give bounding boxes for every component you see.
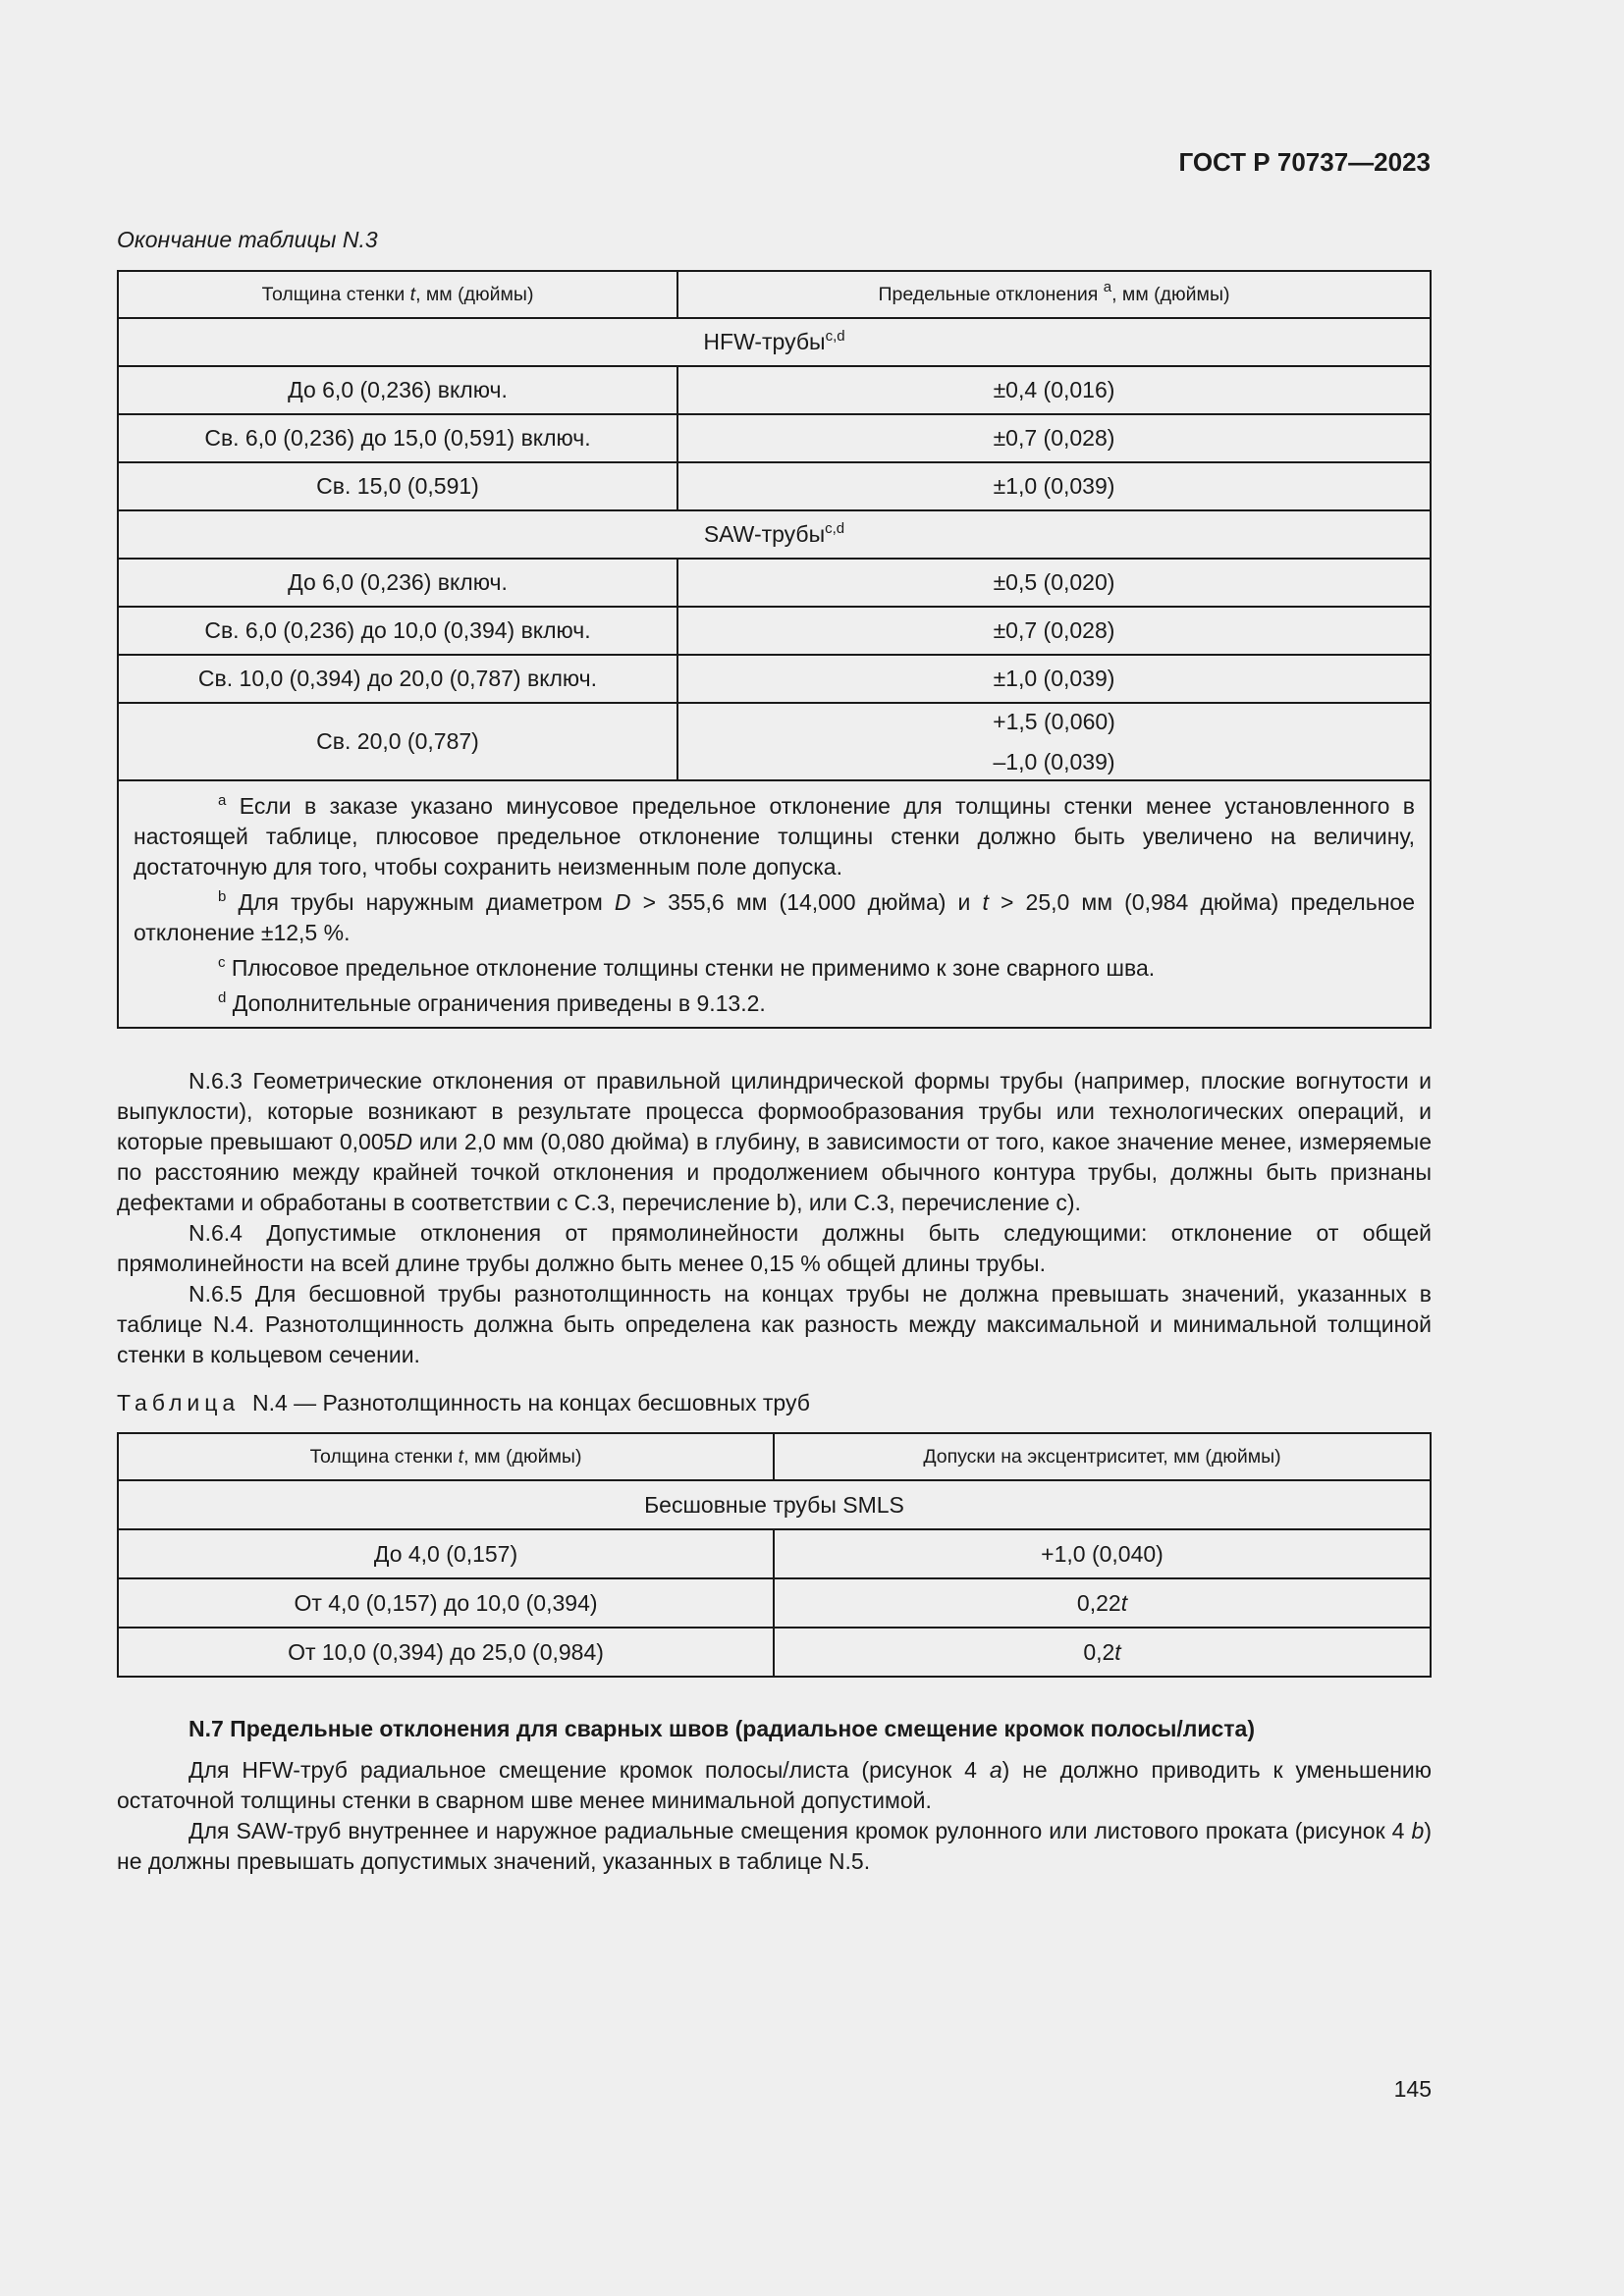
tolerance-cell: ±0,4 (0,016): [677, 366, 1431, 414]
section-n7-heading: N.7 Предельные отклонения для сварных швов (радиальное смещение кромок полосы/листа): [189, 1716, 1255, 1741]
paragraph-text: или 2,0 мм (0,080 дюйма) в глубину, в зависимости от того, какое значение менее, измеряемые по расстоянию между крайней точкой отклонения и продолжением обычного контура трубы, должны быть признаны дефектами и обработаны в соответствии с С.3, перечисление b), или С.3, перечисление с).: [117, 1129, 1433, 1215]
table-row: [118, 607, 1431, 655]
header-var: t: [409, 283, 416, 305]
tolerance-cell: ±0,7 (0,028): [677, 607, 1431, 655]
table-title-text: N.4 — Разнотолщинность на концах бесшовных труб: [240, 1390, 810, 1415]
table-row: [118, 703, 1431, 780]
tolerance-cell: [774, 1578, 1431, 1628]
footnote-text: Для трубы наружным диаметром: [226, 889, 615, 915]
page-number: 145: [1393, 2076, 1432, 2102]
tolerance-minus: –1,0 (0,039): [993, 748, 1115, 774]
footnote-mark: d: [218, 989, 227, 1006]
footnote-ref: c,d: [825, 520, 845, 537]
table-row: [118, 414, 1431, 462]
thickness-cell: До 4,0 (0,157): [118, 1529, 774, 1578]
section-row-saw: [118, 510, 1431, 559]
thickness-cell: Св. 15,0 (0,591): [118, 462, 677, 510]
paragraph-n64: N.6.4 Допустимые отклонения от прямолинейности должны быть следующими: отклонение от общей прямолинейности на всей длине трубы должно быть менее 0,15 % общей длины трубы.: [117, 1220, 1432, 1276]
footnote-mark: a: [218, 792, 227, 809]
thickness-cell: Св. 6,0 (0,236) до 10,0 (0,394) включ.: [118, 607, 677, 655]
footnote-ref: c,d: [825, 328, 845, 345]
paragraph-text: ) не должны превышать допустимых значений, указанных в таблице N.5.: [117, 1818, 1432, 1874]
standard-designation: ГОСТ Р 70737—2023: [1178, 147, 1431, 177]
table-header-row: [118, 271, 1431, 318]
table-word: Таблица: [117, 1390, 241, 1415]
tolerance-var: t: [1114, 1638, 1121, 1665]
tolerance-text: 0,2: [1083, 1638, 1115, 1665]
table-row: [118, 366, 1431, 414]
thickness-cell: До 6,0 (0,236) включ.: [118, 559, 677, 607]
tolerance-cell: ±0,5 (0,020): [677, 559, 1431, 607]
section-text: HFW-трубы: [703, 329, 826, 354]
header-text: Толщина стенки: [309, 1445, 459, 1468]
tolerance-cell: ±0,7 (0,028): [677, 414, 1431, 462]
table-n4: [117, 1432, 1432, 1678]
paragraph-text: Для SAW-труб внутреннее и наружное радиальные смещения кромок рулонного или листового проката (рисунок 4: [189, 1818, 1412, 1843]
footnote-var: t: [982, 889, 989, 915]
section-row-smls: [118, 1480, 1431, 1529]
footnote-ref: a: [1103, 278, 1112, 295]
paragraph-var: b: [1411, 1818, 1425, 1843]
tolerance-text: +1,0 (0,040): [1041, 1540, 1164, 1567]
tolerance-var: t: [1120, 1589, 1128, 1616]
paragraph-text: N.6.3 Геометрические отклонения от правильной цилиндрической формы трубы (например, плоские вогнутости и выпуклости), которые возникают в результате процесса формообразования трубы или технологических операций, и которые превышают 0,005: [117, 1068, 1432, 1154]
thickness-cell: До 6,0 (0,236) включ.: [118, 366, 677, 414]
table-notes-row: [118, 780, 1431, 1028]
tolerance-plus: +1,5 (0,060): [993, 708, 1115, 734]
paragraph-n65: N.6.5 Для бесшовной трубы разнотолщинность на концах трубы не должна превышать значений, указанных в таблице N.4. Разнотолщинность должна быть определена как разность между максимальной и минимальной толщиной стенки в кольцевом сечении.: [117, 1281, 1432, 1367]
footnote-mark: c: [218, 954, 226, 971]
tolerance-cell: ±1,0 (0,039): [677, 655, 1431, 703]
paragraph-var: а: [989, 1757, 1002, 1783]
header-text: Предельные отклонения: [878, 283, 1104, 305]
tolerance-cell: [774, 1628, 1431, 1677]
table-row: [118, 462, 1431, 510]
thickness-cell: Св. 20,0 (0,787): [118, 703, 677, 780]
table-row: [118, 1628, 1431, 1677]
section-row-hfw: [118, 318, 1431, 366]
table-notes: [118, 780, 1431, 1028]
tolerance-text: 0,22: [1076, 1589, 1121, 1616]
table-header-row: [118, 1433, 1431, 1480]
column-header-eccentricity: Допуски на эксцентриситет, мм (дюймы): [774, 1433, 1431, 1480]
section-label: Бесшовные трубы SMLS: [118, 1480, 1431, 1529]
table-n3: [117, 270, 1432, 1029]
column-header-tolerance: [677, 271, 1431, 318]
footnote-text: > 25,0 мм (0,984 дюйма) предельное отклонение ±12,5 %.: [134, 889, 1415, 945]
thickness-cell: Св. 10,0 (0,394) до 20,0 (0,787) включ.: [118, 655, 677, 703]
paragraph-text: ) не должно приводить к уменьшению остаточной толщины стенки в сварном шве менее минимальной допустимой.: [117, 1757, 1433, 1813]
tolerance-cell-split: [677, 703, 1431, 780]
table-row: [118, 1578, 1431, 1628]
footnote-text: > 355,6 мм (14,000 дюйма) и: [630, 889, 983, 915]
footnote-c: [134, 953, 1415, 984]
table-row: [118, 655, 1431, 703]
tolerance-cell: ±1,0 (0,039): [677, 462, 1431, 510]
footnote-a: [134, 791, 1415, 882]
header-text: , мм (дюймы): [1111, 283, 1230, 305]
thickness-cell: Св. 6,0 (0,236) до 15,0 (0,591) включ.: [118, 414, 677, 462]
footnote-var: D: [614, 889, 631, 915]
section-label: [118, 318, 1431, 366]
paragraph-text: Для HFW-труб радиальное смещение кромок полосы/листа (рисунок 4: [189, 1757, 990, 1783]
footnote-b: [134, 887, 1415, 948]
table-row: [118, 559, 1431, 607]
section-text: SAW-трубы: [703, 521, 826, 547]
thickness-cell: От 4,0 (0,157) до 10,0 (0,394): [118, 1578, 774, 1628]
table-continuation-caption: Окончание таблицы N.3: [117, 227, 378, 252]
footnote-text: Дополнительные ограничения приведены в 9.13.2.: [226, 990, 766, 1016]
header-var: t: [458, 1445, 464, 1468]
tolerance-stack: [678, 709, 1430, 775]
header-text: Толщина стенки: [261, 283, 410, 305]
section-label: [118, 510, 1431, 559]
table-row: [118, 1529, 1431, 1578]
header-text: , мм (дюймы): [415, 283, 534, 305]
column-header-thickness: [118, 271, 677, 318]
paragraph-var: D: [396, 1129, 413, 1154]
thickness-cell: От 10,0 (0,394) до 25,0 (0,984): [118, 1628, 774, 1677]
column-header-thickness: [118, 1433, 774, 1480]
paragraph-n63: [117, 1066, 1432, 1218]
header-text: , мм (дюймы): [463, 1445, 582, 1468]
table-n4-title: [117, 1390, 810, 1416]
paragraph-n7-hfw: [117, 1755, 1432, 1816]
footnote-mark: b: [218, 888, 227, 905]
footnote-text: Плюсовое предельное отклонение толщины стенки не применимо к зоне сварного шва.: [225, 955, 1156, 981]
footnote-d: [134, 988, 1415, 1019]
paragraph-n7-saw: [117, 1816, 1432, 1877]
tolerance-cell: [774, 1529, 1431, 1578]
footnote-text: Если в заказе указано минусовое предельное отклонение для толщины стенки менее установленного в настоящей таблице, плюсовое предельное отклонение толщины стенки должно быть увеличено на величину, достаточную для того, чтобы сохранить неизменным поле допуска.: [134, 793, 1415, 880]
